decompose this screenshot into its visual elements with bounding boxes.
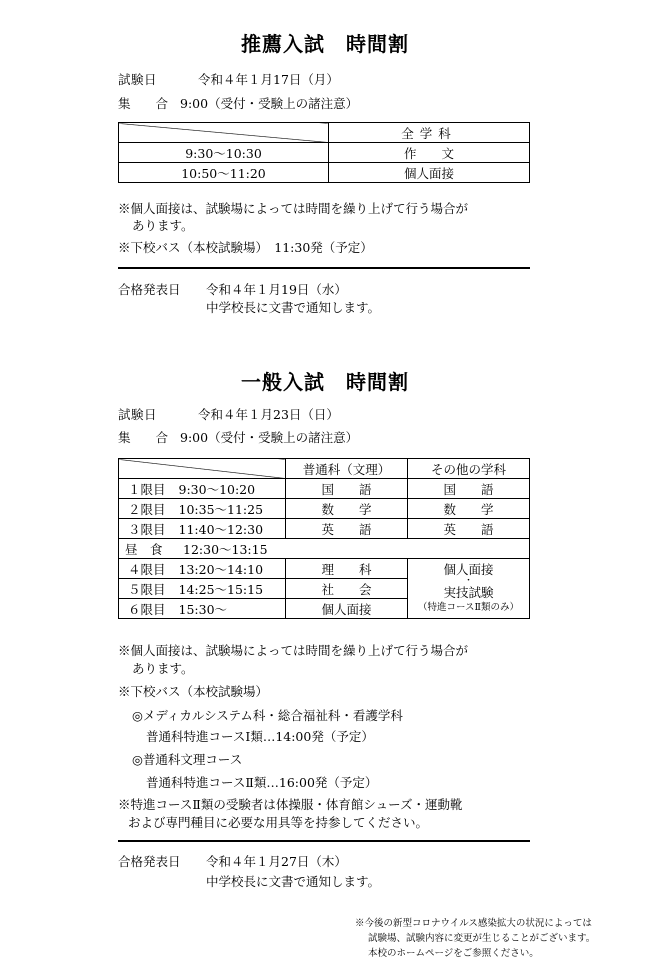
suisen-note-bus: ※下校バス（本校試験場） 11:30発（予定） [118,240,373,255]
suisen-note-interview: ※個人面接は、試験場によっては時間を繰り上げて行う場合が [118,201,469,216]
footer-line-1: ※今後の新型コロナウイルス感染拡大の状況によっては [355,918,592,929]
period-cell: ２限目 [119,499,175,519]
table-row [119,559,530,579]
time-cell: 10:35～11:25 [175,499,286,519]
ippan-bus-title: ※下校バス（本校試験場） [118,684,269,699]
subject-cell: 社 会 [286,579,408,599]
ippan-note-interview: ※個人面接は、試験場によっては時間を繰り上げて行う場合が [118,643,469,658]
ippan-exam-date [118,407,339,423]
exam-date-label: 試験日 [118,72,158,87]
ippan-schedule-table [118,458,530,619]
time-cell: 10:50～11:20 [119,163,329,183]
lunch-label: 昼 食 [125,541,163,557]
result-date: 令和４年１月27日（木） [206,854,347,869]
ippan-note-equipment-cont: および専門種目に必要な用具等を持参してください。 [128,815,429,830]
period-cell: ４限目 [119,559,175,579]
result-label: 合格発表日 [118,282,181,297]
subject-cell: 国 語 [408,479,530,499]
exam-date-value: 令和４年１月23日（日） [198,407,339,422]
time-cell: 15:30～ [175,599,286,619]
exam-date-value: 令和４年１月17日（月） [198,72,339,87]
separator-line [118,267,530,269]
ippan-result [118,854,347,870]
subject-cell: 数 学 [408,499,530,519]
ippan-title: 一般入試 時間割 [241,370,409,394]
header-futsuka: 普通科（文理） [286,459,408,479]
subject-cell: 数 学 [286,499,408,519]
diagonal-cell [119,123,329,143]
exam-date-label: 試験日 [118,407,158,422]
suisen-title: 推薦入試 時間割 [241,32,409,56]
lunch-time: 12:30～13:15 [183,541,268,557]
subject-cell: 個人面接 [286,599,408,619]
table-row [119,163,530,183]
table-row [119,479,530,499]
period-cell: １限目 [119,479,175,499]
ippan-bus-a-body: 普通科特進コースⅠ類…14:00発（予定） [146,729,374,744]
subject-cell: 国 語 [286,479,408,499]
period-cell: ３限目 [119,519,175,539]
suisen-note-interview-cont: あります。 [132,218,194,233]
suisen-gather [118,96,358,112]
time-cell: 13:20～14:10 [175,559,286,579]
suisen-result-note: 中学校長に文書で通知します。 [206,300,381,315]
suisen-result [118,282,347,298]
period-cell: ６限目 [119,599,175,619]
ippan-gather [118,430,358,446]
suisen-exam-date [118,72,339,88]
diagonal-cell [119,459,286,479]
footer-line-2: 試験場、試験内容に変更が生じることがございます。 [368,933,596,944]
header-other-depts: その他の学科 [408,459,530,479]
other-line-interview: 個人面接 [443,562,494,577]
footer-line-3: 本校のホームページをご参照ください。 [368,948,539,959]
table-row [119,519,530,539]
subject-cell: 英 語 [286,519,408,539]
ippan-note-interview-cont: あります。 [132,661,194,676]
time-cell: 11:40～12:30 [175,519,286,539]
suisen-schedule-table [118,122,530,183]
other-line-dot: ・ [463,576,473,586]
subject-cell: 理 科 [286,559,408,579]
result-label: 合格発表日 [118,854,181,869]
time-cell: 9:30～10:30 [119,143,329,163]
period-cell: ５限目 [119,579,175,599]
table-row-lunch [119,539,530,559]
gather-value: 9:00（受付・受験上の諸注意） [180,430,359,445]
other-line-note: （特進コースⅡ類のみ） [418,602,519,613]
gather-value: 9:00（受付・受験上の諸注意） [180,96,359,111]
other-depts-merged-cell [408,559,530,619]
ippan-bus-b-body: 普通科特進コースⅡ類…16:00発（予定） [146,775,378,790]
result-date: 令和４年１月19日（水） [206,282,347,297]
subject-cell: 個人面接 [329,163,530,183]
header-all-depts: 全学科 [329,123,530,143]
ippan-note-equipment: ※特進コースⅡ類の受験者は体操服・体育館シューズ・運動靴 [118,797,463,812]
lunch-cell [119,539,530,559]
ippan-bus-b-head: ◎普通科文理コース [132,752,243,767]
separator-line [118,840,530,842]
subject-cell: 英 語 [408,519,530,539]
table-row [119,143,530,163]
ippan-bus-a-head: ◎メディカルシステム科・総合福祉科・看護学科 [132,708,403,723]
gather-label: 集 合 [118,96,169,111]
time-cell: 14:25～15:15 [175,579,286,599]
subject-cell: 作 文 [329,143,530,163]
ippan-result-note: 中学校長に文書で通知します。 [206,874,381,889]
table-row [119,459,530,479]
table-row [119,499,530,519]
table-row [119,123,530,143]
other-line-skill: 実技試験 [443,585,494,600]
time-cell: 9:30～10:20 [175,479,286,499]
gather-label: 集 合 [118,430,169,445]
